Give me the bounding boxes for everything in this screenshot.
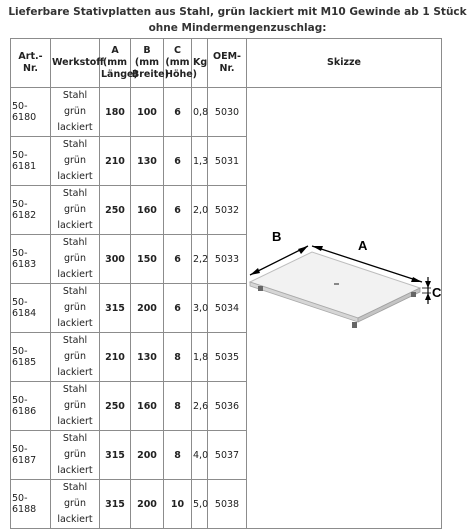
dim-a-label: A xyxy=(358,238,368,253)
cell-kg: 3,0 xyxy=(192,284,208,333)
cell-oem: 5030 xyxy=(208,88,247,137)
cell-c: 6 xyxy=(164,284,192,333)
cell-art: 50-6182 xyxy=(11,186,51,235)
cell-kg: 1,8 xyxy=(192,333,208,382)
cell-b: 200 xyxy=(131,480,164,529)
cell-kg: 0,8 xyxy=(192,88,208,137)
plate-sketch-icon xyxy=(248,144,443,472)
cell-a: 315 xyxy=(100,480,131,529)
plate-foot xyxy=(352,322,357,328)
arrow-head-icon xyxy=(298,246,308,254)
cell-a: 210 xyxy=(100,333,131,382)
cell-c: 6 xyxy=(164,235,192,284)
cell-werkstoff: Stahl grün lackiert xyxy=(51,235,100,284)
header-b: B (mm Breite) xyxy=(131,39,164,88)
header-row xyxy=(11,39,442,88)
cell-a: 210 xyxy=(100,137,131,186)
header-kg: Kg xyxy=(192,39,208,88)
cell-c: 8 xyxy=(164,382,192,431)
cell-c: 8 xyxy=(164,431,192,480)
dim-c-label: C xyxy=(432,285,442,300)
cell-b: 130 xyxy=(131,333,164,382)
sketch-cell xyxy=(247,88,442,529)
cell-kg: 5,0 xyxy=(192,480,208,529)
cell-b: 160 xyxy=(131,186,164,235)
cell-oem: 5037 xyxy=(208,431,247,480)
cell-b: 150 xyxy=(131,235,164,284)
cell-b: 200 xyxy=(131,431,164,480)
cell-art: 50-6186 xyxy=(11,382,51,431)
cell-a: 180 xyxy=(100,88,131,137)
cell-b: 160 xyxy=(131,382,164,431)
cell-art: 50-6180 xyxy=(11,88,51,137)
header-oem: OEM-Nr. xyxy=(208,39,247,88)
cell-oem: 5035 xyxy=(208,333,247,382)
cell-art: 50-6185 xyxy=(11,333,51,382)
header-a: A (mm Länge) xyxy=(100,39,131,88)
plate-foot xyxy=(411,292,416,297)
cell-werkstoff: Stahl grün lackiert xyxy=(51,431,100,480)
cell-kg: 4,0 xyxy=(192,431,208,480)
cell-art: 50-6188 xyxy=(11,480,51,529)
cell-art: 50-6183 xyxy=(11,235,51,284)
cell-werkstoff: Stahl grün lackiert xyxy=(51,186,100,235)
cell-b: 130 xyxy=(131,137,164,186)
arrow-head-icon xyxy=(411,277,422,282)
cell-oem: 5034 xyxy=(208,284,247,333)
cell-a: 315 xyxy=(100,284,131,333)
arrow-head-icon xyxy=(425,281,431,288)
plate-thread-mark xyxy=(334,283,339,285)
cell-art: 50-6187 xyxy=(11,431,51,480)
cell-c: 8 xyxy=(164,333,192,382)
cell-c: 6 xyxy=(164,88,192,137)
cell-oem: 5036 xyxy=(208,382,247,431)
header-werkstoff: Werkstoff xyxy=(51,39,100,88)
cell-kg: 1,3 xyxy=(192,137,208,186)
cell-a: 300 xyxy=(100,235,131,284)
cell-werkstoff: Stahl grün lackiert xyxy=(51,382,100,431)
cell-c: 6 xyxy=(164,186,192,235)
cell-art: 50-6181 xyxy=(11,137,51,186)
cell-werkstoff: Stahl grün lackiert xyxy=(51,88,100,137)
cell-oem: 5032 xyxy=(208,186,247,235)
cell-werkstoff: Stahl grün lackiert xyxy=(51,284,100,333)
table-row xyxy=(11,88,442,137)
cell-werkstoff: Stahl grün lackiert xyxy=(51,333,100,382)
cell-b: 100 xyxy=(131,88,164,137)
cell-c: 10 xyxy=(164,480,192,529)
cell-oem: 5031 xyxy=(208,137,247,186)
cell-kg: 2,0 xyxy=(192,186,208,235)
arrow-head-icon xyxy=(312,246,323,251)
cell-kg: 2,2 xyxy=(192,235,208,284)
header-c: C (mm Höhe) xyxy=(164,39,192,88)
cell-oem: 5038 xyxy=(208,480,247,529)
arrow-head-icon xyxy=(250,268,260,275)
cell-a: 250 xyxy=(100,186,131,235)
dim-b-label: B xyxy=(272,229,282,244)
cell-oem: 5033 xyxy=(208,235,247,284)
spec-table xyxy=(10,38,442,529)
cell-art: 50-6184 xyxy=(11,284,51,333)
table-caption: Lieferbare Stativplatten aus Stahl, grün lackiert mit M10 Gewinde ab 1 Stück ohne Mindermengenzuschlag: xyxy=(8,6,467,34)
cell-kg: 2,6 xyxy=(192,382,208,431)
header-skizze: Skizze xyxy=(247,39,442,88)
cell-a: 250 xyxy=(100,382,131,431)
cell-a: 315 xyxy=(100,431,131,480)
plate-foot xyxy=(258,286,263,291)
cell-werkstoff: Stahl grün lackiert xyxy=(51,480,100,529)
arrow-head-icon xyxy=(425,293,431,300)
cell-werkstoff: Stahl grün lackiert xyxy=(51,137,100,186)
cell-b: 200 xyxy=(131,284,164,333)
cell-c: 6 xyxy=(164,137,192,186)
header-art: Art.-Nr. xyxy=(11,39,51,88)
